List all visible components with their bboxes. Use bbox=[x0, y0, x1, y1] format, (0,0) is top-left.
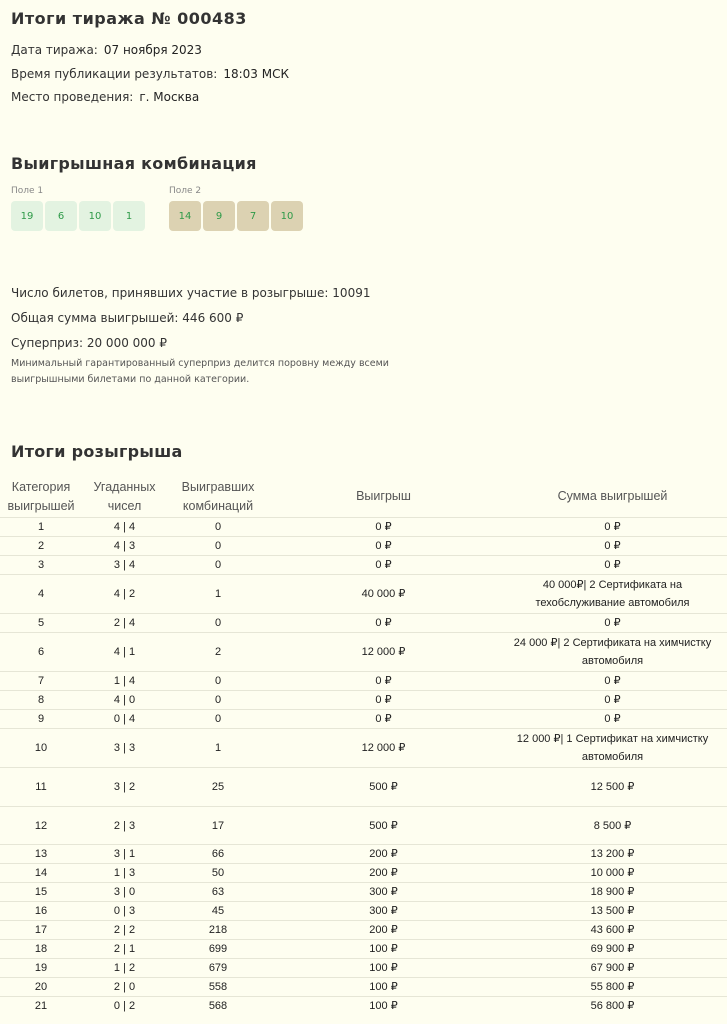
cell-matched: 0 | 4 bbox=[82, 710, 167, 729]
cell-winning-combos: 1 bbox=[167, 575, 269, 614]
tickets-count-value: 10091 bbox=[332, 286, 371, 300]
col-header-winning-combos: Выигравших комбинаций bbox=[181, 479, 255, 513]
superprize-label: Суперприз: bbox=[11, 336, 84, 350]
cell-total: 0 ₽ bbox=[498, 614, 727, 633]
cell-matched: 3 | 1 bbox=[82, 845, 167, 864]
cell-prize: 12 000 ₽ bbox=[269, 633, 498, 672]
draw-date-label: Дата тиража: bbox=[11, 43, 98, 57]
field2-ball: 9 bbox=[203, 201, 235, 231]
cell-category: 14 bbox=[0, 864, 82, 883]
total-winnings-label: Общая сумма выигрышей: bbox=[11, 311, 179, 325]
table-row bbox=[0, 768, 727, 807]
field2-ball: 7 bbox=[237, 201, 269, 231]
cell-prize: 100 ₽ bbox=[269, 940, 498, 959]
cell-winning-combos: 699 bbox=[167, 940, 269, 959]
cell-winning-combos: 1 bbox=[167, 729, 269, 768]
cell-prize: 200 ₽ bbox=[269, 845, 498, 864]
table-row bbox=[0, 537, 727, 556]
cell-winning-combos: 25 bbox=[167, 768, 269, 807]
cell-prize: 500 ₽ bbox=[269, 807, 498, 845]
cell-total: 10 000 ₽ bbox=[498, 864, 727, 883]
cell-matched: 1 | 3 bbox=[82, 864, 167, 883]
cell-winning-combos: 0 bbox=[167, 537, 269, 556]
cell-matched: 2 | 4 bbox=[82, 614, 167, 633]
cell-category: 4 bbox=[0, 575, 82, 614]
cell-matched: 4 | 3 bbox=[82, 537, 167, 556]
field1-ball: 1 bbox=[113, 201, 145, 231]
cell-total: 12 500 ₽ bbox=[498, 768, 727, 807]
table-row bbox=[0, 614, 727, 633]
cell-prize: 0 ₽ bbox=[269, 691, 498, 710]
cell-winning-combos: 218 bbox=[167, 921, 269, 940]
cell-total: 40 000₽| 2 Сертификата на техобслуживание автомобиля bbox=[498, 575, 727, 614]
cell-total: 13 500 ₽ bbox=[498, 902, 727, 921]
cell-winning-combos: 50 bbox=[167, 864, 269, 883]
cell-category: 5 bbox=[0, 614, 82, 633]
cell-prize: 200 ₽ bbox=[269, 921, 498, 940]
table-row bbox=[0, 978, 727, 997]
cell-matched: 0 | 3 bbox=[82, 902, 167, 921]
field2-ball: 14 bbox=[169, 201, 201, 231]
table-row bbox=[0, 575, 727, 614]
cell-winning-combos: 0 bbox=[167, 672, 269, 691]
draw-place-label: Место проведения: bbox=[11, 90, 134, 104]
cell-category: 18 bbox=[0, 940, 82, 959]
results-title: Итоги розыгрыша bbox=[11, 442, 183, 461]
cell-category: 21 bbox=[0, 997, 82, 1016]
cell-category: 19 bbox=[0, 959, 82, 978]
cell-matched: 1 | 2 bbox=[82, 959, 167, 978]
table-row bbox=[0, 959, 727, 978]
cell-winning-combos: 17 bbox=[167, 807, 269, 845]
superprize-note: Минимальный гарантированный суперприз делится поровну между всеми выигрышными билетами по данной категории. bbox=[11, 358, 389, 385]
cell-total: 0 ₽ bbox=[498, 672, 727, 691]
col-header-category: Категория выигрышей bbox=[7, 479, 75, 513]
field1-balls bbox=[11, 201, 145, 231]
cell-winning-combos: 66 bbox=[167, 845, 269, 864]
cell-total: 18 900 ₽ bbox=[498, 883, 727, 902]
cell-total: 24 000 ₽| 2 Сертификата на химчистку автомобиля bbox=[498, 633, 727, 672]
table-row bbox=[0, 729, 727, 768]
table-row bbox=[0, 710, 727, 729]
col-header-prize: Выигрыш bbox=[356, 489, 411, 503]
field2-label: Поле 2 bbox=[169, 186, 202, 196]
publish-time bbox=[11, 67, 289, 81]
col-header-total: Сумма выигрышей bbox=[557, 489, 668, 503]
cell-category: 2 bbox=[0, 537, 82, 556]
field1-label: Поле 1 bbox=[11, 186, 44, 196]
cell-prize: 0 ₽ bbox=[269, 710, 498, 729]
table-row bbox=[0, 556, 727, 575]
combination-title: Выигрышная комбинация bbox=[11, 154, 257, 173]
cell-total: 12 000 ₽| 1 Сертификат на химчистку автомобиля bbox=[498, 729, 727, 768]
superprize-value: 20 000 000 ₽ bbox=[86, 336, 167, 350]
cell-prize: 0 ₽ bbox=[269, 518, 498, 537]
cell-total: 0 ₽ bbox=[498, 556, 727, 575]
cell-total: 67 900 ₽ bbox=[498, 959, 727, 978]
cell-winning-combos: 568 bbox=[167, 997, 269, 1016]
cell-winning-combos: 0 bbox=[167, 556, 269, 575]
table-row bbox=[0, 807, 727, 845]
total-winnings bbox=[11, 311, 243, 325]
table-row bbox=[0, 864, 727, 883]
cell-matched: 2 | 2 bbox=[82, 921, 167, 940]
cell-total: 43 600 ₽ bbox=[498, 921, 727, 940]
cell-matched: 0 | 2 bbox=[82, 997, 167, 1016]
cell-total: 8 500 ₽ bbox=[498, 807, 727, 845]
cell-prize: 100 ₽ bbox=[269, 959, 498, 978]
table-row bbox=[0, 691, 727, 710]
cell-prize: 0 ₽ bbox=[269, 556, 498, 575]
cell-total: 0 ₽ bbox=[498, 691, 727, 710]
cell-category: 7 bbox=[0, 672, 82, 691]
publish-time-value: 18:03 МСК bbox=[223, 67, 289, 81]
cell-winning-combos: 0 bbox=[167, 710, 269, 729]
cell-total: 0 ₽ bbox=[498, 537, 727, 556]
results-table bbox=[0, 476, 727, 1015]
cell-prize: 0 ₽ bbox=[269, 614, 498, 633]
cell-winning-combos: 0 bbox=[167, 518, 269, 537]
cell-category: 9 bbox=[0, 710, 82, 729]
cell-category: 11 bbox=[0, 768, 82, 807]
cell-category: 15 bbox=[0, 883, 82, 902]
cell-winning-combos: 45 bbox=[167, 902, 269, 921]
field1-ball: 6 bbox=[45, 201, 77, 231]
table-row bbox=[0, 518, 727, 537]
cell-category: 3 bbox=[0, 556, 82, 575]
cell-matched: 2 | 1 bbox=[82, 940, 167, 959]
cell-total: 13 200 ₽ bbox=[498, 845, 727, 864]
cell-prize: 300 ₽ bbox=[269, 902, 498, 921]
field2-balls bbox=[169, 201, 303, 231]
field1-ball: 19 bbox=[11, 201, 43, 231]
cell-matched: 4 | 4 bbox=[82, 518, 167, 537]
cell-category: 6 bbox=[0, 633, 82, 672]
publish-time-label: Время публикации результатов: bbox=[11, 67, 218, 81]
results-header-row bbox=[0, 476, 727, 518]
cell-matched: 4 | 1 bbox=[82, 633, 167, 672]
cell-prize: 40 000 ₽ bbox=[269, 575, 498, 614]
cell-total: 55 800 ₽ bbox=[498, 978, 727, 997]
cell-winning-combos: 679 bbox=[167, 959, 269, 978]
cell-prize: 0 ₽ bbox=[269, 537, 498, 556]
cell-prize: 300 ₽ bbox=[269, 883, 498, 902]
page-title: Итоги тиража № 000483 bbox=[11, 9, 247, 28]
cell-category: 8 bbox=[0, 691, 82, 710]
cell-prize: 0 ₽ bbox=[269, 672, 498, 691]
cell-winning-combos: 558 bbox=[167, 978, 269, 997]
cell-winning-combos: 0 bbox=[167, 614, 269, 633]
table-row bbox=[0, 633, 727, 672]
draw-place-value: г. Москва bbox=[139, 90, 200, 104]
cell-prize: 500 ₽ bbox=[269, 768, 498, 807]
cell-matched: 3 | 3 bbox=[82, 729, 167, 768]
field2-ball: 10 bbox=[271, 201, 303, 231]
table-row bbox=[0, 883, 727, 902]
cell-winning-combos: 63 bbox=[167, 883, 269, 902]
cell-matched: 4 | 2 bbox=[82, 575, 167, 614]
draw-place bbox=[11, 90, 199, 104]
cell-category: 1 bbox=[0, 518, 82, 537]
table-row bbox=[0, 902, 727, 921]
cell-matched: 2 | 0 bbox=[82, 978, 167, 997]
cell-winning-combos: 0 bbox=[167, 691, 269, 710]
cell-total: 56 800 ₽ bbox=[498, 997, 727, 1016]
cell-prize: 200 ₽ bbox=[269, 864, 498, 883]
cell-category: 13 bbox=[0, 845, 82, 864]
cell-winning-combos: 2 bbox=[167, 633, 269, 672]
cell-prize: 100 ₽ bbox=[269, 978, 498, 997]
cell-prize: 100 ₽ bbox=[269, 997, 498, 1016]
cell-category: 17 bbox=[0, 921, 82, 940]
cell-matched: 3 | 0 bbox=[82, 883, 167, 902]
table-row bbox=[0, 672, 727, 691]
table-row bbox=[0, 845, 727, 864]
field1-ball: 10 bbox=[79, 201, 111, 231]
draw-date bbox=[11, 43, 202, 57]
cell-total: 69 900 ₽ bbox=[498, 940, 727, 959]
results-body bbox=[0, 518, 727, 1016]
cell-category: 10 bbox=[0, 729, 82, 768]
cell-prize: 12 000 ₽ bbox=[269, 729, 498, 768]
draw-date-value: 07 ноября 2023 bbox=[103, 43, 202, 57]
table-row bbox=[0, 997, 727, 1016]
cell-total: 0 ₽ bbox=[498, 518, 727, 537]
table-row bbox=[0, 921, 727, 940]
superprize bbox=[11, 336, 167, 350]
col-header-matched: Угаданных чисел bbox=[93, 479, 156, 513]
cell-category: 12 bbox=[0, 807, 82, 845]
total-winnings-value: 446 600 ₽ bbox=[182, 311, 244, 325]
cell-category: 20 bbox=[0, 978, 82, 997]
table-row bbox=[0, 940, 727, 959]
cell-total: 0 ₽ bbox=[498, 710, 727, 729]
cell-matched: 4 | 0 bbox=[82, 691, 167, 710]
cell-category: 16 bbox=[0, 902, 82, 921]
cell-matched: 3 | 4 bbox=[82, 556, 167, 575]
cell-matched: 3 | 2 bbox=[82, 768, 167, 807]
cell-matched: 2 | 3 bbox=[82, 807, 167, 845]
cell-matched: 1 | 4 bbox=[82, 672, 167, 691]
tickets-count bbox=[11, 286, 370, 300]
tickets-count-label: Число билетов, принявших участие в розыгрыше: bbox=[11, 286, 329, 300]
